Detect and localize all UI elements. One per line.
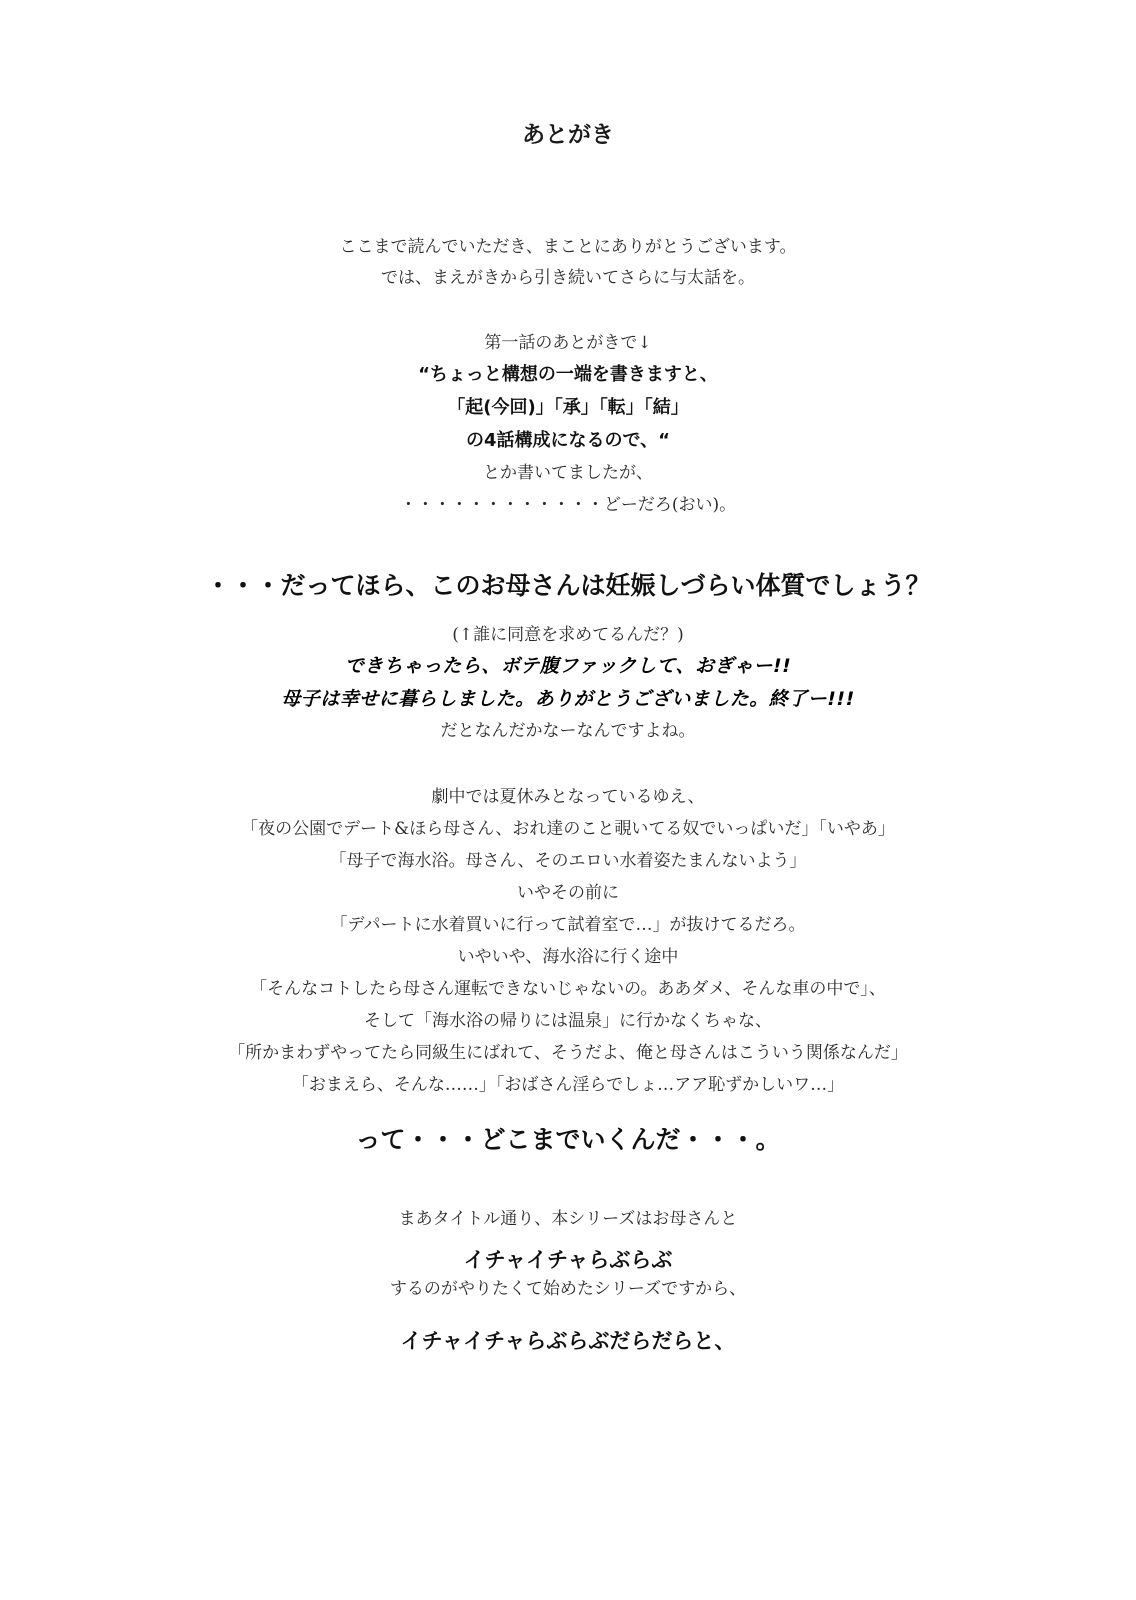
quote-line: の4話構成になるので、“	[466, 430, 670, 451]
emphasis-line: ・・・だってほら、このお母さんは妊娠しづらい体質でしょう？	[205, 571, 931, 600]
text-line: いやその前に	[517, 883, 619, 903]
text-line: 「所かまわずやってたら同級生にばれて、そうだよ、俺と母さんはこういう関係なんだ」	[228, 1043, 908, 1063]
text-line: そして「海水浴の帰りには温泉」に行かなくちゃな、	[364, 1011, 772, 1031]
text-line: とか書いてましたが、	[483, 463, 653, 483]
text-line: いやいや、海水浴に行く途中	[457, 947, 679, 967]
text-line: 「夜の公園でデート&ほら母さん、おれ達のこと覗いてる奴でいっぱいだ」「いやあ」	[241, 819, 895, 839]
quote-line: “ちょっと構想の一端を書きますと、	[418, 364, 718, 385]
text-line: ・・・・・・・・・・・・どーだろ(おい)。	[399, 495, 737, 515]
text-line: 劇中では夏休みとなっているゆえ、	[431, 787, 705, 807]
text-line: 「デパートに水着買いに行って試着室で…」が抜けてるだろ。	[330, 915, 806, 935]
text-line: ここまで読んでいただき、まことにありがとうございます。	[339, 237, 797, 257]
emphasis-line: できちゃったら、ボテ腹ファックして、おぎゃー!!	[344, 655, 792, 677]
text-line: 「おまえら、そんな……」「おばさん淫らでしょ…アア恥ずかしいワ…」	[291, 1075, 845, 1095]
text-line: (↑誰に同意を求めてるんだ？)	[452, 625, 684, 645]
text-line: するのがやりたくて始めたシリーズですから、	[389, 1279, 747, 1299]
text-line: まあタイトル通り、本シリーズはお母さんと	[398, 1209, 738, 1229]
emphasis-line: イチャイチャらぶらぶだらだらと、	[400, 1329, 736, 1353]
emphasis-line: イチャイチャらぶらぶ	[463, 1248, 673, 1272]
text-line: 第一話のあとがきで↓	[484, 333, 652, 353]
text-line: 「そんなコトしたら母さん運転できないじゃないの。ああダメ、そんな車の中で」、	[250, 979, 886, 999]
text-line: では、まえがきから引き続いてさらに与太話を。	[381, 268, 755, 288]
quote-line: 「起(今回)」「承」「転」「結」	[447, 397, 689, 418]
emphasis-line: 母子は幸せに暮らしました。ありがとうございました。終了ー!!!	[281, 688, 855, 710]
text-line: 「母子で海水浴。母さん、そのエロい水着姿たまんないよう」	[329, 851, 807, 871]
page-title: あとがき	[522, 122, 614, 148]
emphasis-line: って・・・どこまでいくんだ・・・。	[355, 1125, 781, 1154]
text-line: だとなんだかなーなんですよね。	[440, 721, 696, 741]
